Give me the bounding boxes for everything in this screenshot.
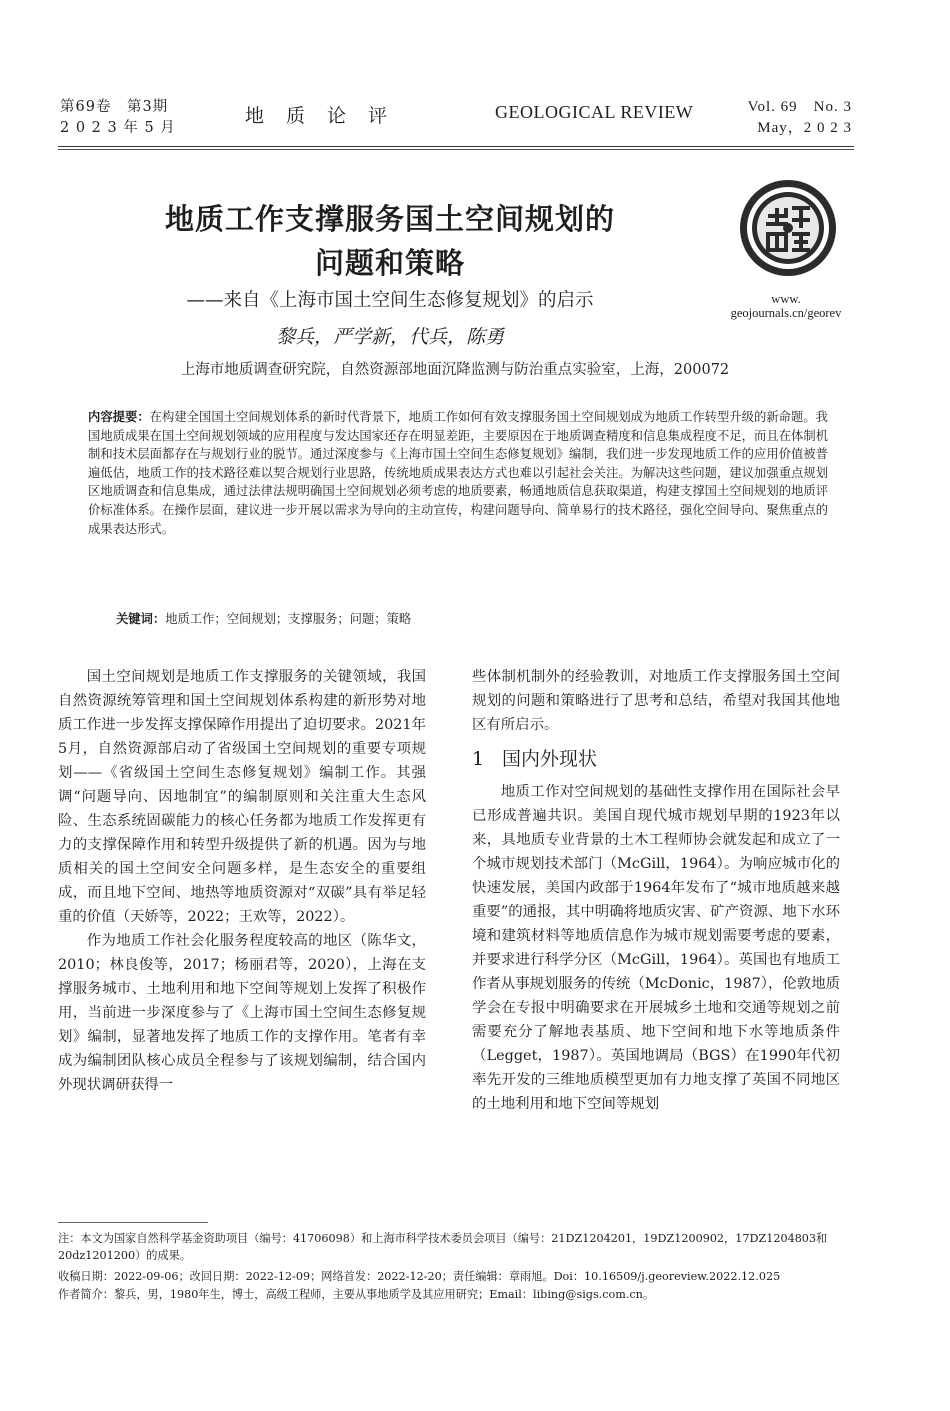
journal-url-line2: geojournals.cn/georev: [730, 306, 842, 320]
journal-name-cn: 地质论评: [245, 105, 410, 127]
article-title-line1: 地质工作支撑服务国土空间规划的: [164, 202, 615, 236]
journal-url: [716, 292, 856, 320]
body-column-left: [58, 665, 426, 1097]
header-rule: [58, 146, 854, 147]
article-subtitle: ——来自《上海市国土空间生态修复规划》的启示: [186, 290, 594, 311]
keywords: [116, 609, 816, 627]
journal-seal-icon: [738, 178, 838, 278]
article-authors: 黎兵，严学新，代兵，陈勇: [275, 326, 504, 348]
keywords-label: 关键词：: [116, 612, 166, 626]
section-heading: [472, 744, 840, 774]
header-volume-block: [60, 97, 220, 139]
abstract: [88, 408, 828, 538]
body-column-right: [472, 665, 840, 1116]
volume-issue-cn: 第69卷 第3期: [60, 99, 169, 115]
body-paragraph: 地质工作对空间规划的基础性支撑作用在国际社会早已形成普遍共识。美国自现代城市规划早期的1923年以来，具地质专业背景的土木工程师协会就发起和成立了一个城市规划技术部门（McGill，1964）。为响应城市化的快速发展，美国内政部于1964年发布了“城市地质越来越重要”的通报，其中明确将地质灾害、矿产资源、地下水环境和建筑材料等地质信息作为城市规划需要考虑的要素，并要求进行科学分区（McGill，1964）。英国也有地质工作者从事规划服务的传统（McDonic，1987），伦敦地质学会在专报中明确要求在开展城乡土地和交通等规划之前需要充分了解地表基质、地下空间和地下水等地质条件（Legget，1987）。英国地调局（BGS）在1990年代初率先开发的三维地质模型更加有力地支撑了英国不同地区的土地利用和地下空间等规划: [472, 784, 840, 1112]
article-title-line2: 问题和策略: [314, 246, 465, 280]
body-paragraph: 作为地质工作社会化服务程度较高的地区（陈华文，2010；林良俊等，2017；杨丽君等，2020），上海在支撑服务城市、土地利用和地下空间等规划上发挥了积极作用，当前进一步深度参与了《上海市国土空间生态修复规划》编制，显著地发挥了地质工作的支撑作用。笔者有幸成为编制团队核心成员全程参与了该规划编制，结合国内外现状调研获得一: [58, 933, 426, 1093]
abstract-label: 内容提要：: [88, 410, 150, 424]
author-bio: 作者简介：黎兵，男，1980年生，博士，高级工程师，主要从事地质学及其应用研究；Email：libing@sigs.com.cn。: [58, 1288, 655, 1301]
body-paragraph: 些体制机制外的经验教训，对地质工作支撑服务国土空间规划的问题和策略进行了思考和总结，希望对我国其他地区有所启示。: [472, 669, 840, 733]
keywords-text: 地质工作；空间规划；支撑服务；问题；策略: [165, 612, 412, 626]
article-affiliation: 上海市地质调查研究院，自然资源部地面沉降监测与防治重点实验室，上海，200072: [180, 362, 730, 378]
volume-issue-en: Vol. 69 No. 3: [747, 99, 852, 115]
date-en: May，2 0 2 3: [757, 120, 852, 136]
header-volume-en-block: [740, 97, 852, 139]
funding-note: 注：本文为国家自然科学基金资助项目（编号：41706098）和上海市科学技术委员会项目（编号：21DZ1204201，19DZ1200902，17DZ1204803和20dz1201200）的成果。: [58, 1232, 828, 1262]
received-dates: 收稿日期：2022-09-06；改回日期：2022-12-09；网络首发：2022-12-20；责任编辑：章雨旭。Doi：10.16509/j.georeview.2022.12.025: [58, 1270, 781, 1283]
body-paragraph: 国土空间规划是地质工作支撑服务的关键领域，我国自然资源统筹管理和国土空间规划体系构建的新形势对地质工作进一步发挥支撑保障作用提出了迫切要求。2021年5月，自然资源部启动了省级国土空间规划的重要专项规划——《省级国土空间生态修复规划》编制工作。其强调“问题导向、因地制宜”的编制原则和关注重大生态风险、生态系统固碳能力的核心任务都为地质工作发挥更有力的支撑保障作用和转型升级提供了新的机遇。因为与地质相关的国土空间安全问题多样，是生态安全的重要组成，而且地下空间、地热等地质资源对“双碳”具有举足轻重的价值（天娇等，2022；王欢等，2022）。: [58, 669, 426, 925]
section-title: 国内外现状: [502, 748, 598, 770]
header-rule-thin: [58, 149, 854, 150]
section-number: 1: [472, 748, 485, 770]
footnote-rule: [58, 1222, 208, 1223]
journal-url-line1: www.: [771, 292, 801, 306]
date-cn: 2 0 2 3 年 5 月: [60, 120, 176, 136]
abstract-text: 在构建全国国土空间规划体系的新时代背景下，地质工作如何有效支撑服务国土空间规划成为地质工作转型升级的新命题。我国地质成果在国土空间规划领域的应用程度与发达国家还存在明显差距，主要原因在于地质调查精度和信息集成程度不足，而且在体制机制和技术层面都存在与规划行业的脱节。通过深度参与《上海市国土空间生态修复规划》编制，我们进一步发现地质工作的应用价值被普遍低估，地质工作的技术路径难以契合规划行业思路，传统地质成果表达方式也难以引起社会关注。为解决这些问题，建议加强重点规划区地质调查和信息集成，通过法律法规明确国土空间规划必须考虑的地质要素，畅通地质信息获取渠道，构建支撑国土空间规划的地质评价标准体系。在操作层面，建议进一步开展以需求为导向的主动宣传，构建问题导向、简单易行的技术路径，强化空间导向、聚焦重点的成果表达形式。: [88, 410, 828, 536]
journal-name-en: GEOLOGICAL REVIEW: [495, 102, 694, 122]
